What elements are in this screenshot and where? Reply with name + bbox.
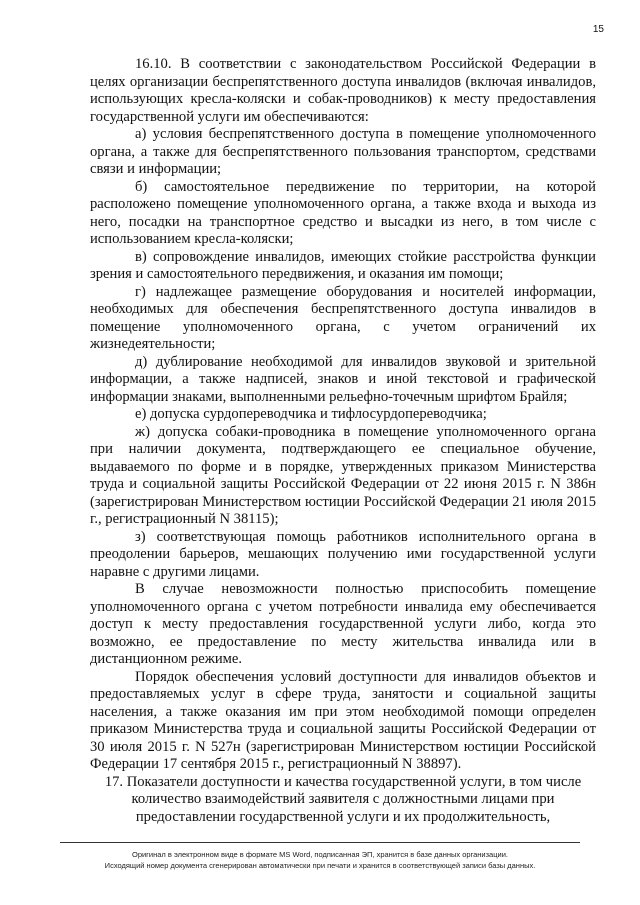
- paragraph-impossibility: В случае невозможности полностью приспособить помещение уполномоченного органа с учетом потребности инвалида ему обеспечивается доступ к месту предоставления государственной услуги либо, когда это возможно, ее предоставление по месту жительства инвалида или в дистанционном режиме.: [90, 581, 596, 667]
- paragraph-procedure: Порядок обеспечения условий доступности для инвалидов объектов и предоставляемых услуг в сфере труда, занятости и социальной защиты населения, а также оказания им при этом необходимой помощи определен приказом Министерства труда и социальной защиты Российской Федерации от 30 июля 2015 г. N 527н (зарегистрирован Министерством юстиции Российской Федерации 17 сентября 2015 г., регистрационный N 38897).: [90, 668, 596, 772]
- list-item-b: б) самостоятельное передвижение по территории, на которой расположено помещение уполномоченного органа, а также входа и выхода из него, посадки на транспортное средство и высадки из него, в том числе с использованием кресла-коляски;: [90, 178, 596, 247]
- list-item-a: а) условия беспрепятственного доступа в помещение уполномоченного органа, а также для беспрепятственного пользования транспортом, средствами связи и информации;: [90, 126, 596, 177]
- list-item-zh: ж) допуска собаки-проводника в помещение уполномоченного органа при наличии документа, подтверждающего ее специальное обучение, выдаваемого по форме и в порядке, утвержденных приказом Министерства труда и социальной защиты Российской Федерации от 22 июня 2015 г. N 386н (зарегистрирован Министерством юстиции Российской Федерации 21 июля 2015 г., регистрационный N 38115);: [90, 423, 596, 527]
- section-heading-17: 17. Показатели доступности и качества государственной услуги, в том числе количество взаимодействий заявителя с должностными лицами при предоставлении государственной услуги и их продолжительность,: [104, 773, 582, 825]
- list-item-g: г) надлежащее размещение оборудования и носителей информации, необходимых для обеспечения беспрепятственного доступа инвалидов в помещение уполномоченного органа, с учетом ограничений их жизнедеятельности;: [90, 283, 596, 352]
- footer-line-number: Исходящий номер документа сгенерирован автоматически при печати и хранится в соответствующей записи базы данных.: [104, 861, 536, 870]
- list-item-e: е) допуска сурдопереводчика и тифлосурдопереводчика;: [135, 406, 487, 422]
- list-item-z: з) соответствующая помощь работников исполнительного органа в преодолении барьеров, мешающих получению ими государственной услуги наравне с другими лицами.: [90, 528, 596, 580]
- page-number: 15: [592, 24, 604, 35]
- paragraph-16-10: 16.10. В соответствии с законодательством Российской Федерации в целях организации беспрепятственного доступа инвалидов (включая инвалидов, использующих кресла-коляски и собак-проводников) к месту предоставления государственной услуги им обеспечиваются:: [90, 56, 596, 125]
- list-item-v: в) сопровождение инвалидов, имеющих стойкие расстройства функции зрения и самостоятельного передвижения, и оказания им помощи;: [90, 248, 596, 282]
- document-body: [90, 56, 596, 826]
- footer-line-original: Оригинал в электронном виде в формате MS Word, подписанная ЭП, хранится в базе данных организации.: [131, 850, 508, 859]
- page-footer: [60, 842, 580, 871]
- list-item-d: д) дублирование необходимой для инвалидов звуковой и зрительной информации, а также надписей, знаков и иной текстовой и графической информации знаками, выполненными рельефно-точечным шрифтом Брайля;: [90, 353, 596, 405]
